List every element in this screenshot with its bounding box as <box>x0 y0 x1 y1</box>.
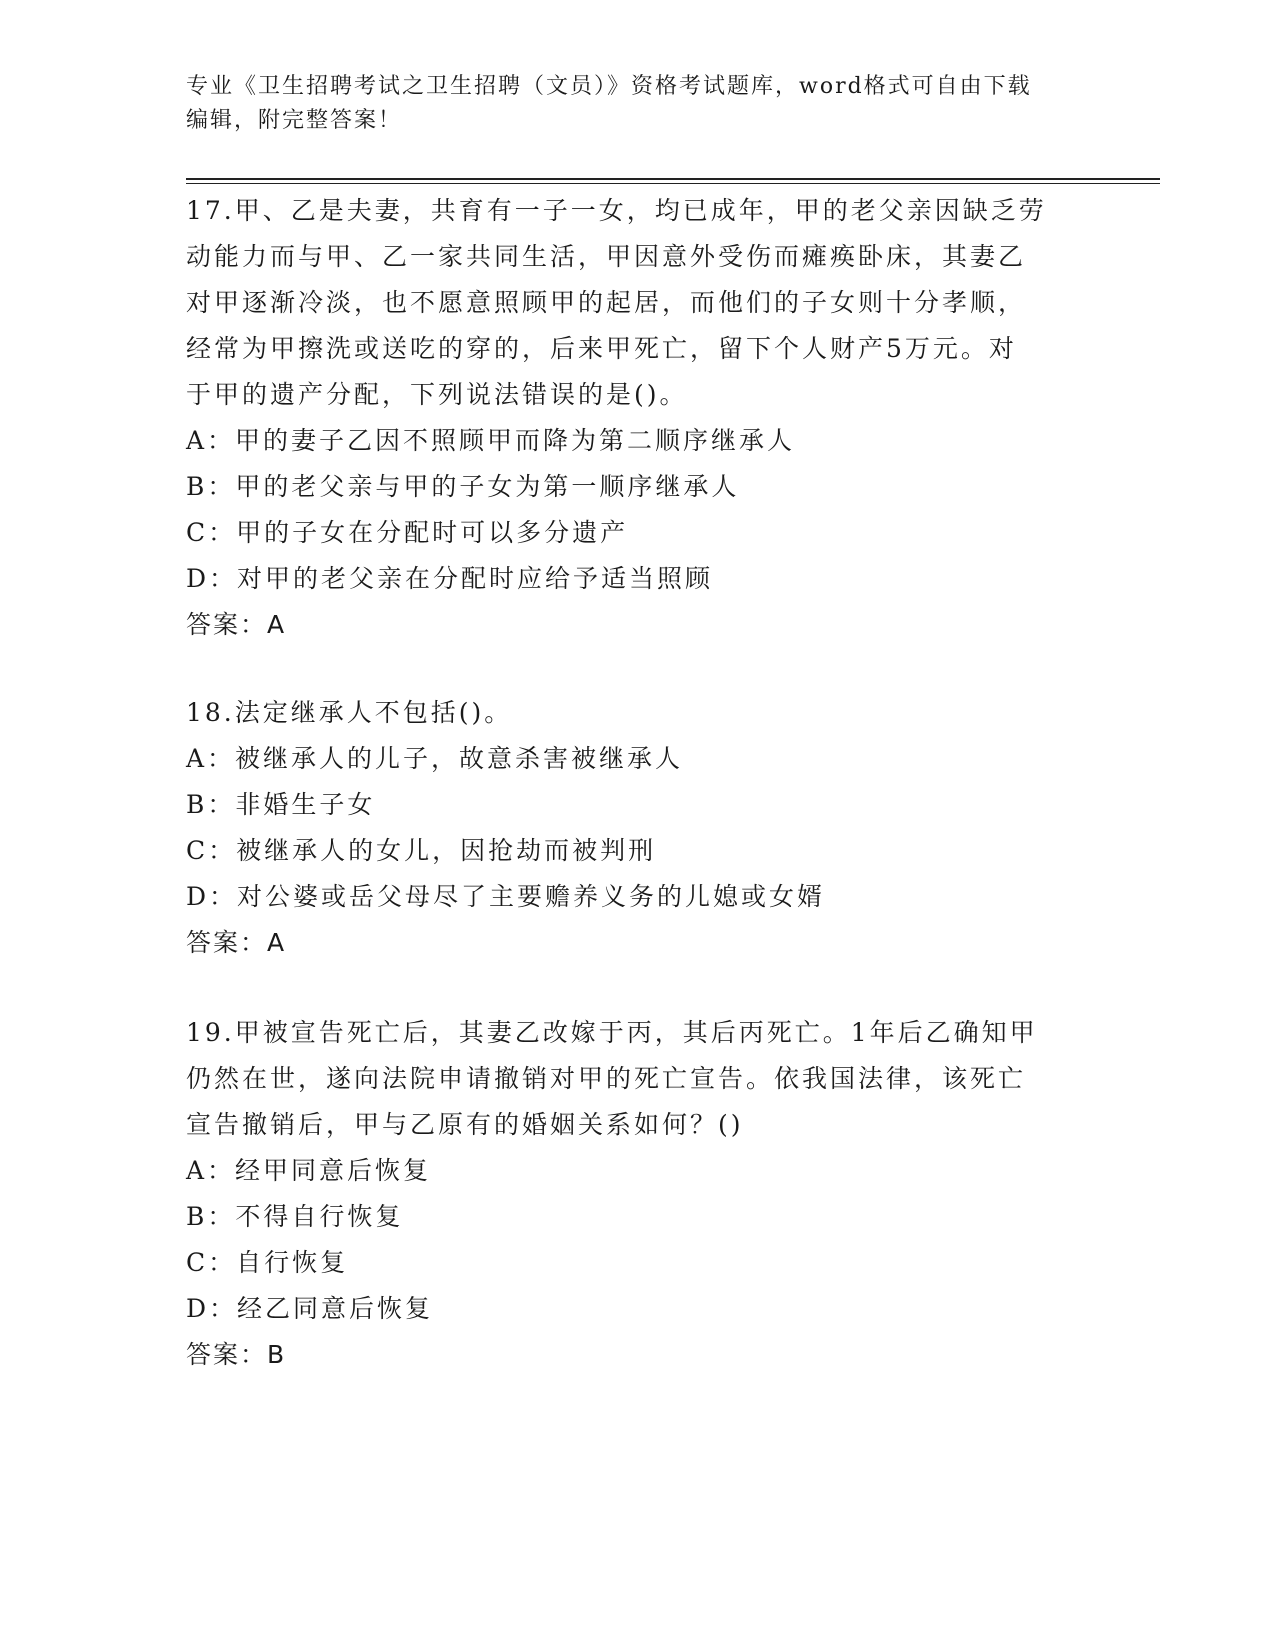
question-stem-line: 仍然在世，遂向法院申请撤销对甲的死亡宣告。依我国法律，该死亡 <box>186 1064 1027 1093</box>
option-a: A：甲的妻子乙因不照顾甲而降为第二顺序继承人 <box>186 426 796 455</box>
question-stem-line: 宣告撤销后，甲与乙原有的婚姻关系如何？() <box>186 1110 744 1139</box>
option-c: C：被继承人的女儿，因抢劫而被判刑 <box>186 836 657 865</box>
answer: 答案：A <box>186 610 287 639</box>
question-stem-line: 17.甲、乙是夫妻，共育有一子一女，均已成年，甲的老父亲因缺乏劳 <box>186 196 1047 225</box>
option-c: C：甲的子女在分配时可以多分遗产 <box>186 518 629 547</box>
question-19 <box>186 1010 1086 1378</box>
question-stem-line: 于甲的遗产分配，下列说法错误的是()。 <box>186 380 688 409</box>
option-d: D：对甲的老父亲在分配时应给予适当照顾 <box>186 564 714 593</box>
option-c: C：自行恢复 <box>186 1248 349 1277</box>
option-a: A：经甲同意后恢复 <box>186 1156 432 1185</box>
question-stem-line: 对甲逐渐冷淡，也不愿意照顾甲的起居，而他们的子女则十分孝顺， <box>186 288 1027 317</box>
header-line-1: 专业《卫生招聘考试之卫生招聘（文员）》资格考试题库，word格式可自由下载 <box>186 74 1032 99</box>
option-d: D：经乙同意后恢复 <box>186 1294 434 1323</box>
option-d: D：对公婆或岳父母尽了主要赡养义务的儿媳或女婿 <box>186 882 826 911</box>
question-stem-line: 18.法定继承人不包括()。 <box>186 698 513 727</box>
option-b: B：甲的老父亲与甲的子女为第一顺序继承人 <box>186 472 740 501</box>
question-stem-line: 动能力而与甲、乙一家共同生活，甲因意外受伤而瘫痪卧床，其妻乙 <box>186 242 1027 271</box>
question-18 <box>186 690 1086 966</box>
answer: 答案：B <box>186 1340 287 1369</box>
header-divider-thick <box>186 178 1160 180</box>
answer: 答案：A <box>186 928 287 957</box>
header-divider-thin <box>186 183 1160 184</box>
option-b: B：非婚生子女 <box>186 790 376 819</box>
option-a: A：被继承人的儿子，故意杀害被继承人 <box>186 744 684 773</box>
header-line-2: 编辑，附完整答案！ <box>186 108 403 133</box>
option-b: B：不得自行恢复 <box>186 1202 404 1231</box>
question-17 <box>186 188 1086 648</box>
document-header <box>186 70 1086 138</box>
question-stem-line: 19.甲被宣告死亡后，其妻乙改嫁于丙，其后丙死亡。1年后乙确知甲 <box>186 1018 1038 1047</box>
question-stem-line: 经常为甲擦洗或送吃的穿的，后来甲死亡，留下个人财产5万元。对 <box>186 334 1017 363</box>
